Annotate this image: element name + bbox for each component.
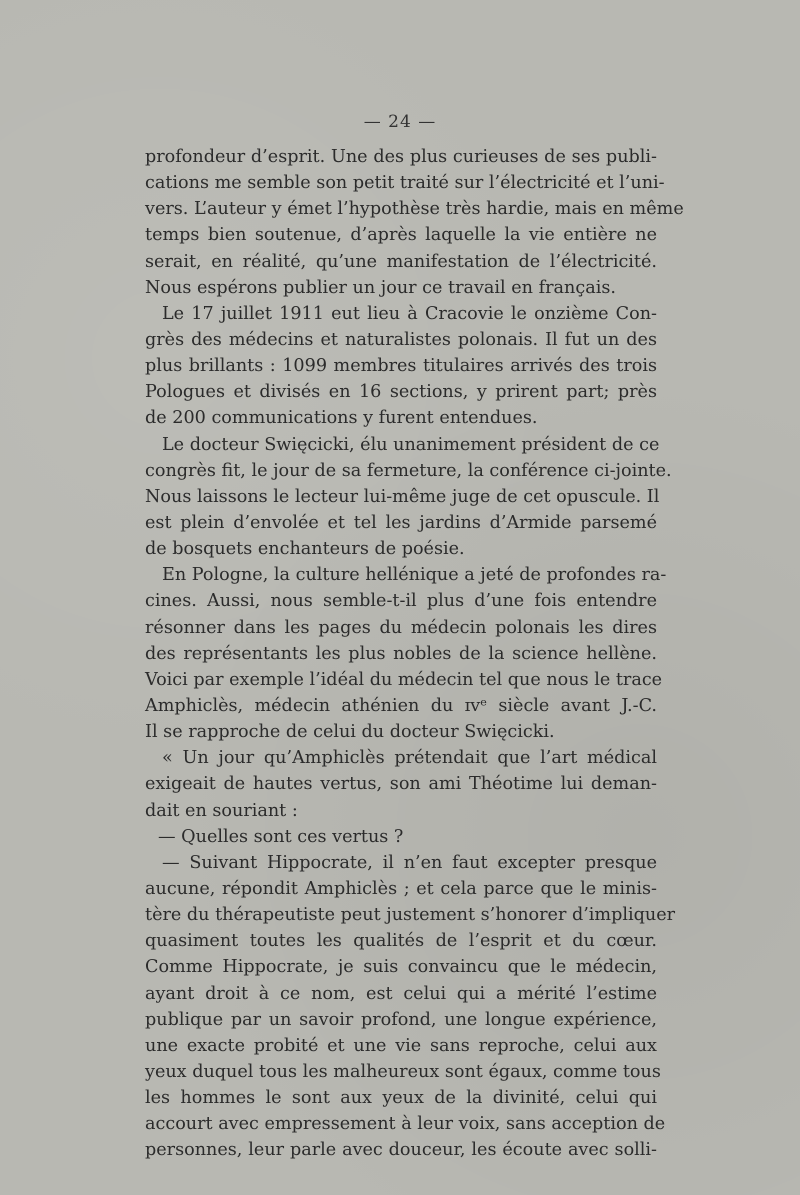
text-line: congrès fit, le jour de sa fermeture, la conférence ci-jointe. xyxy=(145,460,672,481)
body-text xyxy=(145,144,684,1163)
text-line: Le docteur Swięcicki, élu unanimement président de ce xyxy=(162,434,660,455)
text-line: résonner dans les pages du médecin polonais les dires xyxy=(145,617,657,638)
text-line: Il se rapproche de celui du docteur Swięcicki. xyxy=(145,722,555,743)
page-number: — 24 — xyxy=(363,112,437,132)
text-line: des représentants les plus nobles de la science hellène. xyxy=(145,643,657,664)
text-line: Pologues et divisés en 16 sections, y prirent part; près xyxy=(145,382,657,403)
text-line: publique par un savoir profond, une longue expérience, xyxy=(145,1009,657,1030)
text-line: En Pologne, la culture hellénique a jeté de profondes ra- xyxy=(162,565,667,586)
text-line: Le 17 juillet 1911 eut lieu à Cracovie le onzième Con- xyxy=(162,303,657,324)
text-line: exigeait de hautes vertus, son ami Théotime lui deman- xyxy=(145,774,657,795)
text-line: « Un jour qu’Amphiclès prétendait que l’art médical xyxy=(162,748,657,769)
text-line: Nous laissons le lecteur lui-même juge de cet opuscule. Il xyxy=(145,486,660,507)
text-line: grès des médecins et naturalistes polonais. Il fut un des xyxy=(145,329,657,350)
text-line: temps bien soutenue, d’après laquelle la vie entière ne xyxy=(145,225,657,246)
text-line: yeux duquel tous les malheureux sont égaux, comme tous xyxy=(145,1061,661,1082)
text-line: profondeur d’esprit. Une des plus curieuses de ses publi- xyxy=(145,147,657,167)
text-line: de bosquets enchanteurs de poésie. xyxy=(145,539,465,560)
text-line: une exacte probité et une vie sans reproche, celui aux xyxy=(145,1035,657,1056)
text-line: — Suivant Hippocrate, il n’en faut excepter presque xyxy=(162,852,657,873)
text-line: ayant droit à ce nom, est celui qui a mérité l’estime xyxy=(145,983,657,1004)
text-line: serait, en réalité, qu’une manifestation de l’électricité. xyxy=(145,251,657,272)
text-line: est plein d’envolée et tel les jardins d’Armide parsemé xyxy=(145,512,657,533)
text-line: aucune, répondit Amphiclès ; et cela parce que le minis- xyxy=(145,878,657,899)
text-line: Amphiclès, médecin athénien du ɪvᵉ siècle avant J.-C. xyxy=(145,695,657,716)
text-line: tère du thérapeutiste peut justement s’honorer d’impliquer xyxy=(145,905,676,926)
text-line: Nous espérons publier un jour ce travail en français. xyxy=(145,277,616,298)
text-line: Voici par exemple l’idéal du médecin tel que nous le trace xyxy=(145,669,663,690)
text-line: dait en souriant : xyxy=(145,800,298,821)
text-line: les hommes le sont aux yeux de la divinité, celui qui xyxy=(145,1088,657,1109)
text-line: plus brillants : 1099 membres titulaires arrivés des trois xyxy=(145,356,657,377)
text-line: cations me semble son petit traité sur l’électricité et l’uni- xyxy=(145,173,665,194)
text-line: personnes, leur parle avec douceur, les écoute avec solli- xyxy=(145,1140,657,1161)
text-line: quasiment toutes les qualités de l’esprit et du cœur. xyxy=(145,931,657,952)
text-line: vers. L’auteur y émet l’hypothèse très hardie, mais en même xyxy=(145,199,684,220)
text-line: de 200 communications y furent entendues. xyxy=(145,408,538,429)
text-line: Comme Hippocrate, je suis convaincu que le médecin, xyxy=(145,957,657,978)
text-line: cines. Aussi, nous semble-t-il plus d’une fois entendre xyxy=(145,591,657,612)
text-line: — Quelles sont ces vertus ? xyxy=(158,826,404,847)
text-line: accourt avec empressement à leur voix, sans acception de xyxy=(145,1114,666,1135)
